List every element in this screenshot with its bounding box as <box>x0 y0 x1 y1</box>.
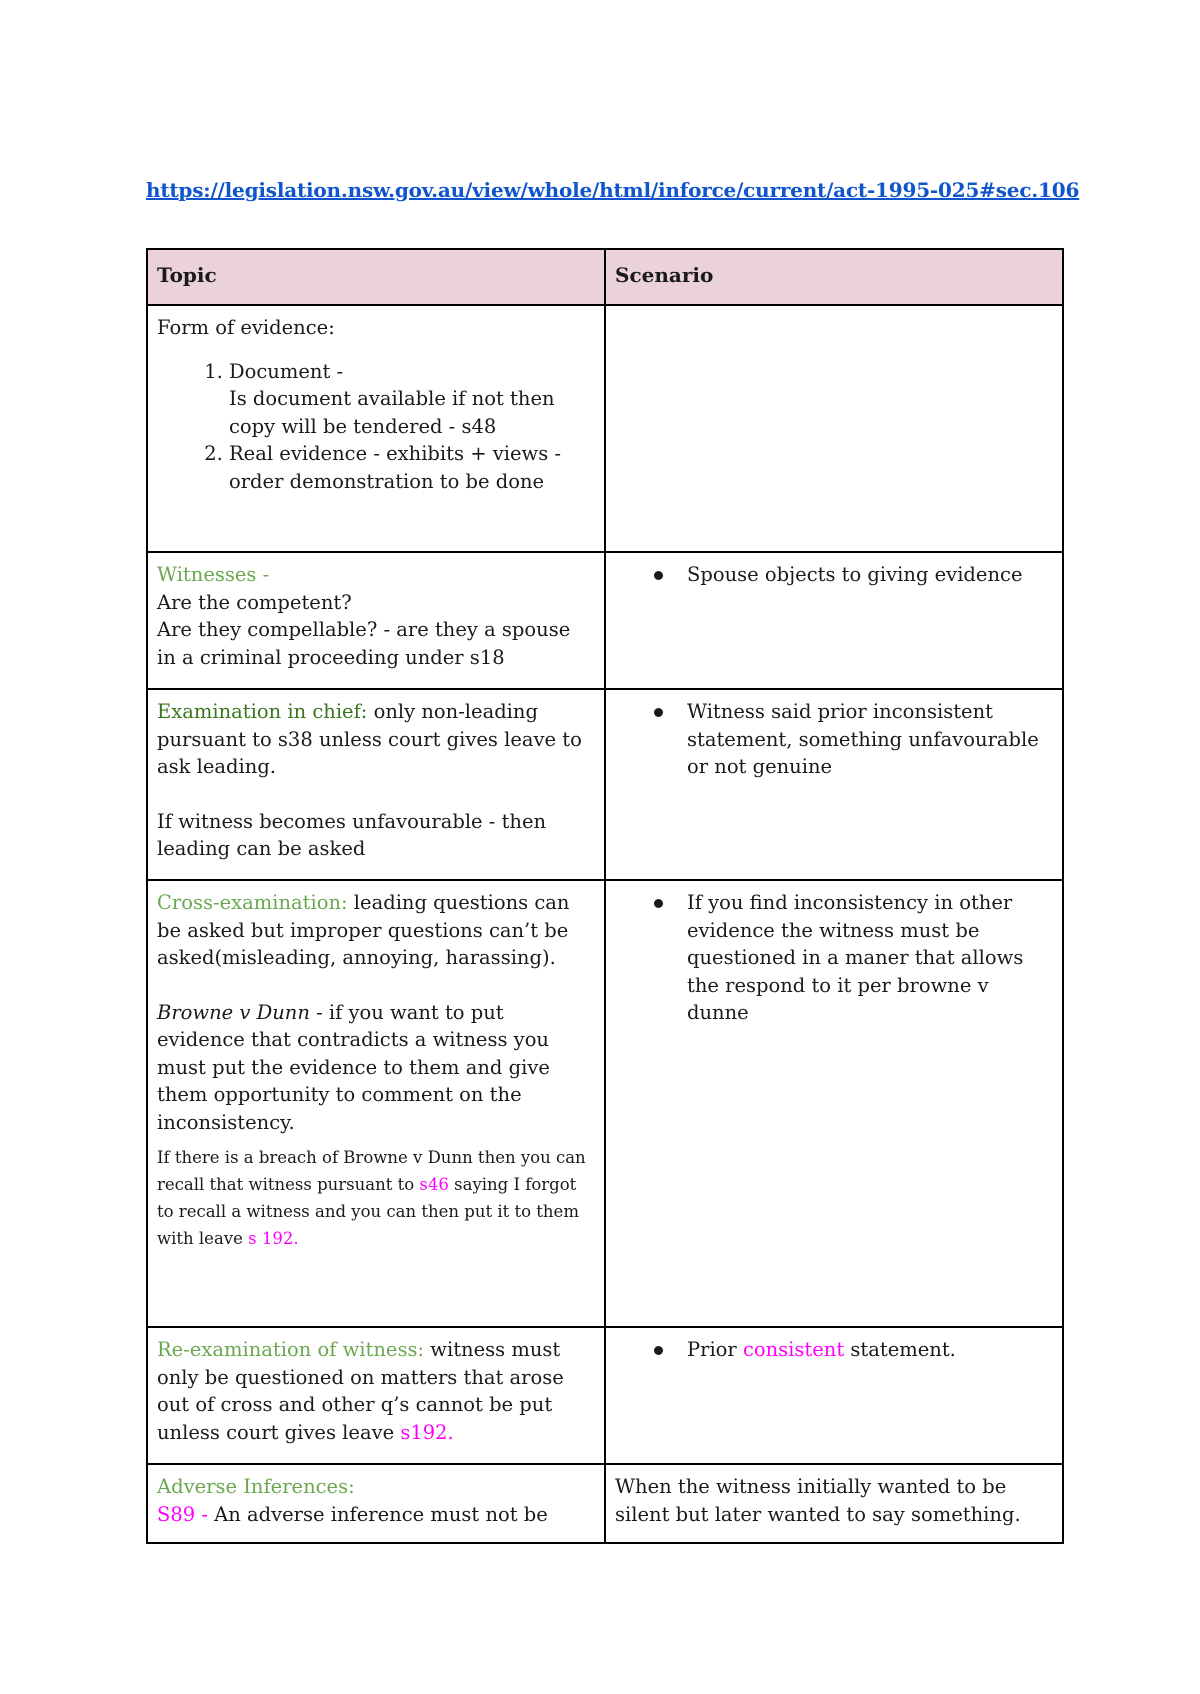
witnesses-label: Witnesses - <box>157 563 270 586</box>
exam-in-chief-text: only non-leading pursuant to s38 unless court gives leave to ask leading. <box>157 700 582 778</box>
adverse-section: S89 - <box>157 1502 208 1526</box>
scenario-cell <box>605 1327 1063 1464</box>
evidence-form-list <box>157 358 595 496</box>
item-lead: Real evidence - exhibits + views - order demonstration to be done <box>229 442 562 493</box>
scenario-cell <box>605 305 1063 552</box>
list-item: Witness said prior inconsistent statement, something unfavourable or not genuine <box>687 698 1053 781</box>
list-item <box>687 1336 1053 1364</box>
table-row-witnesses <box>147 552 1063 689</box>
exam-in-chief-label: Examination in chief: <box>157 700 368 723</box>
table-row-adverse-inferences <box>147 1464 1063 1543</box>
topic-cell <box>147 552 605 689</box>
evidence-notes-table <box>146 248 1064 1544</box>
item-detail: Is document available if not then copy will be tendered - s48 <box>229 387 555 438</box>
header-topic: Topic <box>147 249 605 305</box>
scenario-list <box>615 561 1053 589</box>
case-text: - if you want to put evidence that contradicts a witness you must put the evidence to them and give them opportunity to comment on the inconsistency. <box>157 1000 550 1134</box>
cross-exam-label: Cross-examination: <box>157 891 348 914</box>
scenario-list <box>615 889 1053 1027</box>
witnesses-line-2: Are they compellable? - are they a spouse in a criminal proceeding under s18 <box>157 618 571 669</box>
list-item <box>229 358 595 441</box>
adverse-label: Adverse Inferences: <box>157 1475 355 1498</box>
topic-cell <box>147 689 605 880</box>
scenario-cell <box>605 552 1063 689</box>
item-lead: 1. Document - <box>229 359 344 383</box>
topic-cell <box>147 305 605 552</box>
list-item: Spouse objects to giving evidence <box>687 561 1053 589</box>
topic-cell <box>147 1327 605 1464</box>
exam-in-chief-text-2: If witness becomes unfavourable - then leading can be asked <box>157 809 547 860</box>
case-name: Browne v Dunn <box>157 1000 310 1024</box>
topic-cell <box>147 880 605 1327</box>
table-header-row <box>147 249 1063 305</box>
list-item: If you find inconsistency in other evidence the witness must be questioned in a maner that allows the respond to it per browne v dunne <box>687 889 1053 1027</box>
list-item <box>229 440 595 495</box>
scenario-text-c: statement. <box>844 1338 956 1361</box>
scenario-text-a: Prior <box>687 1338 743 1361</box>
table-row-re-exam <box>147 1327 1063 1464</box>
legislation-link[interactable]: https://legislation.nsw.gov.au/view/whole/html/inforce/current/act-1995-025#sec.106 <box>146 178 1080 202</box>
header-scenario: Scenario <box>605 249 1063 305</box>
table-row-form-of-evidence <box>147 305 1063 552</box>
witnesses-line-1: Are the competent? <box>157 590 352 614</box>
breach-text-a: If there is a breach of Browne v Dunn then you can recall that witness pursuant to <box>157 1148 586 1194</box>
form-of-evidence-heading: Form of evidence: <box>157 316 335 339</box>
table-row-cross-exam <box>147 880 1063 1327</box>
re-exam-label: Re-examination of witness: <box>157 1338 425 1361</box>
scenario-cell <box>605 689 1063 880</box>
cross-exam-text: leading questions can be asked but improper questions can’t be asked(misleading, annoying, harassing). <box>157 891 570 969</box>
scenario-list <box>615 1336 1053 1364</box>
section-s192: s 192. <box>248 1229 299 1248</box>
re-exam-text: witness must only be questioned on matters that arose out of cross and other q’s cannot be put unless court gives leave <box>157 1338 564 1444</box>
scenario-cell: When the witness initially wanted to be silent but later wanted to say something. <box>605 1464 1063 1543</box>
section-s46: s46 <box>419 1175 449 1194</box>
topic-cell <box>147 1464 605 1543</box>
re-exam-section: s192. <box>400 1420 454 1444</box>
adverse-text: An adverse inference must not be <box>207 1502 548 1526</box>
table-row-exam-in-chief <box>147 689 1063 880</box>
scenario-consistent: consistent <box>742 1338 845 1361</box>
breach-text-b: saying I forgot to recall a witness and you can then put it to them with leave <box>157 1175 579 1248</box>
scenario-cell <box>605 880 1063 1327</box>
scenario-list <box>615 698 1053 781</box>
